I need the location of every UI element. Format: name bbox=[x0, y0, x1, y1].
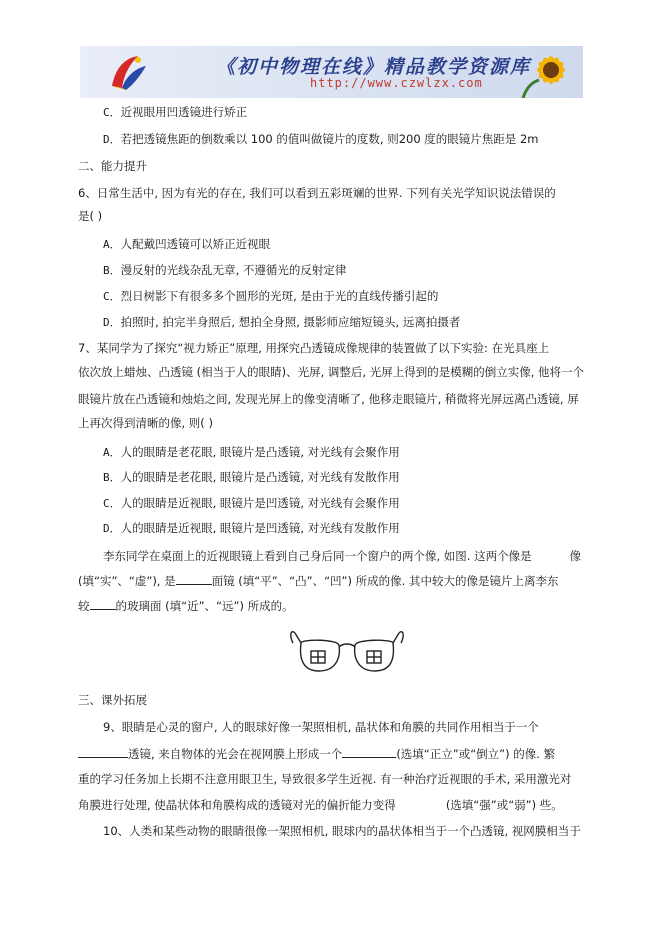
answer-blank[interactable] bbox=[176, 572, 212, 585]
sunflower-icon bbox=[513, 46, 583, 98]
banner-title: 《初中物理在线》精品教学资源库 bbox=[216, 56, 532, 78]
eyeglasses-figure bbox=[289, 625, 405, 675]
question-8-line-3: 较 的玻璃面 (填“近”、“远”) 所成的。 bbox=[78, 599, 294, 613]
section-heading-2: 二、能力提升 bbox=[78, 159, 147, 173]
header-banner bbox=[80, 46, 583, 98]
question-6-line-2: 是( ) bbox=[78, 209, 103, 223]
question-7-line-4: 上再次得到清晰的像, 则( ) bbox=[78, 416, 213, 430]
option-c-q7: C．人的眼睛是近视眼, 眼镜片是凹透镜, 对光线有会聚作用 bbox=[103, 496, 400, 510]
option-a-q7: A．人的眼睛是老花眼, 眼镜片是凸透镜, 对光线有会聚作用 bbox=[103, 445, 400, 459]
answer-blank[interactable] bbox=[78, 745, 128, 758]
question-9-line-4: 角膜进行处理, 使晶状体和角膜构成的透镜对光的偏折能力变得 (选填“强”或“弱”) 些。 bbox=[78, 798, 563, 812]
option-d-q6: D．拍照时, 拍完半身照后, 想拍全身照, 摄影师应缩短镜头, 远离拍摄者 bbox=[103, 315, 461, 329]
question-8-line-2: (填“实”、“虚”), 是 面镜 (填“平”、“凸”、“凹”) 所成的像. 其中较大的像是镜片上离李东 bbox=[78, 574, 559, 588]
question-9-line-1: 9、眼睛是心灵的窗户, 人的眼球好像一架照相机, 晶状体和角膜的共同作用相当于一个 bbox=[103, 720, 539, 734]
question-7-line-2: 依次放上蜡烛、凸透镜 (相当于人的眼睛)、光屏, 调整后, 光屏上得到的是模糊的倒立实像, 他将一个 bbox=[78, 365, 585, 379]
question-6-line-1: 6、日常生活中, 因为有光的存在, 我们可以看到五彩斑斓的世界. 下列有关光学知识说法错误的 bbox=[78, 186, 556, 200]
option-d-q7: D．人的眼睛是近视眼, 眼镜片是凹透镜, 对光线有发散作用 bbox=[103, 521, 400, 535]
banner-url[interactable]: http://www.czwlzx.com bbox=[310, 76, 483, 90]
question-8-line-1: 李东同学在桌面上的近视眼镜上看到自己身后同一个窗户的两个像, 如图. 这两个像是 像 bbox=[103, 549, 582, 563]
option-c-q6: C．烈日树影下有很多多个圆形的光斑, 是由于光的直线传播引起的 bbox=[103, 289, 439, 303]
answer-blank[interactable] bbox=[90, 597, 116, 610]
answer-blank[interactable] bbox=[342, 745, 396, 758]
question-7-line-1: 7、某同学为了探究“视力矫正”原理, 用探究凸透镜成像规律的装置做了以下实验: 在光具座上 bbox=[78, 341, 550, 355]
colorful-leaf-logo-icon bbox=[108, 52, 150, 94]
option-b-q7: B．人的眼睛是老花眼, 眼镜片是凸透镜, 对光线有发散作用 bbox=[103, 470, 400, 484]
question-7-line-3: 眼镜片放在凸透镜和烛焰之间, 发现光屏上的像变清晰了, 他移走眼镜片, 稍微将光屏远离凸透镜, 屏 bbox=[78, 392, 579, 406]
section-heading-3: 三、课外拓展 bbox=[78, 693, 147, 707]
option-d-q5: D．若把透镜焦距的倒数乘以 100 的值叫做镜片的度数, 则200 度的眼镜片焦距是 2m bbox=[103, 132, 539, 146]
option-a-q6: A．人配戴凹透镜可以矫正近视眼 bbox=[103, 237, 271, 251]
option-b-q6: B．漫反射的光线杂乱无章, 不遵循光的反射定律 bbox=[103, 263, 347, 277]
question-10-line-1: 10、人类和某些动物的眼睛很像一架照相机, 眼球内的晶状体相当于一个凸透镜, 视网膜相当于 bbox=[103, 824, 581, 838]
question-9-line-3: 重的学习任务加上长期不注意用眼卫生, 导致很多学生近视. 有一种治疗近视眼的手术, 采用激光对 bbox=[78, 772, 572, 786]
option-c-q5: C．近视眼用凹透镜进行矫正 bbox=[103, 105, 248, 119]
question-9-line-2: 透镜, 来自物体的光会在视网膜上形成一个 (选填“正立”或“倒立”) 的像. 繁 bbox=[78, 745, 555, 762]
